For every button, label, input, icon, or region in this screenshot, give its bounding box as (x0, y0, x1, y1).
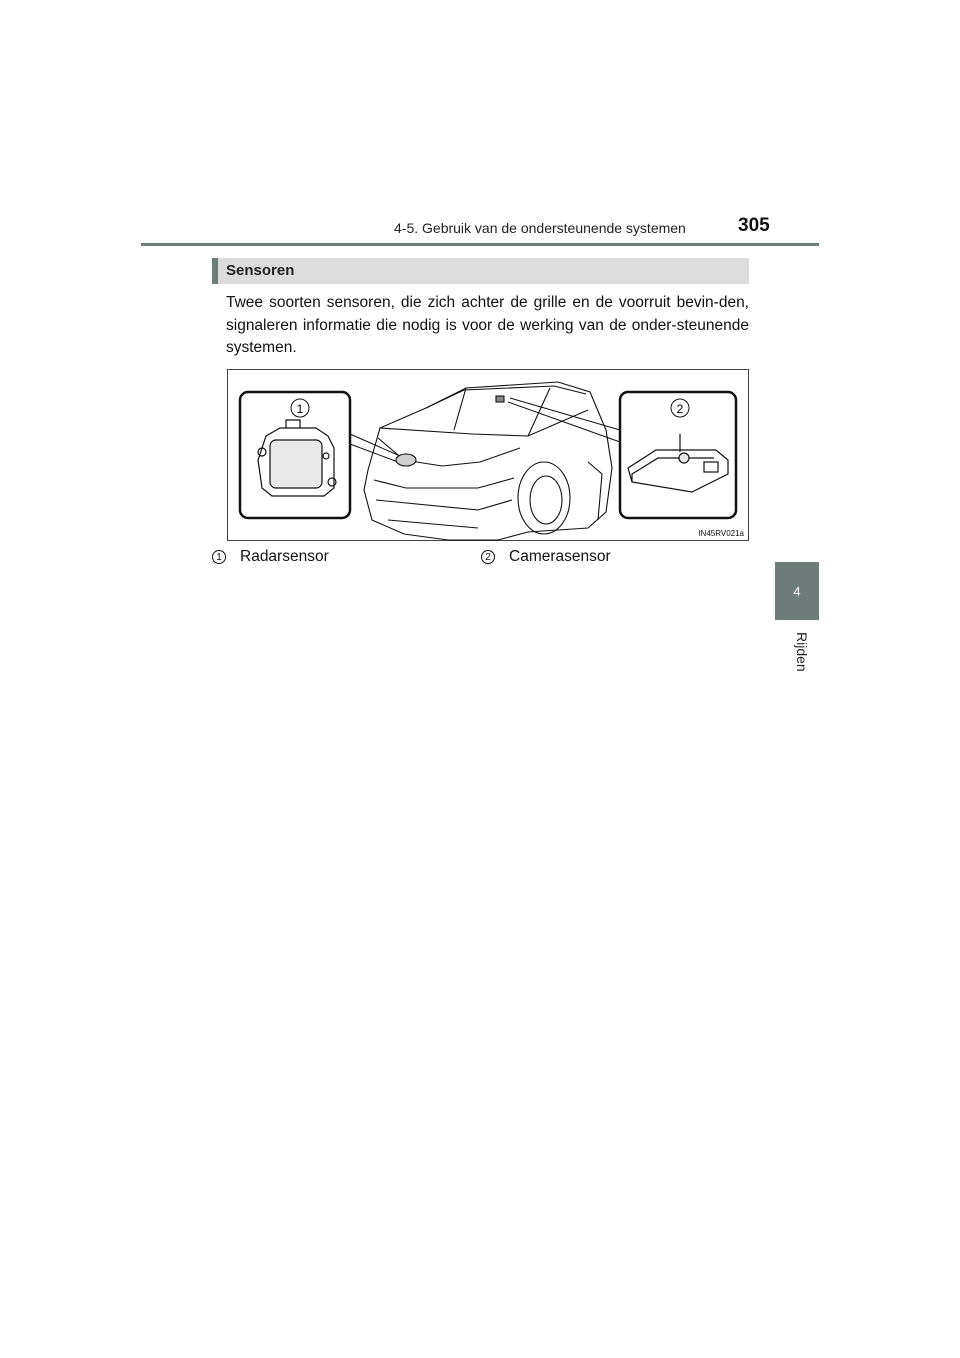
vehicle-illustration (364, 382, 612, 540)
chapter-tab-label: Rijden (794, 632, 810, 672)
header-rule (141, 243, 819, 246)
chapter-tab-number: 4 (793, 583, 801, 599)
callout-number-2: 2 (676, 402, 684, 416)
header-title: 4-5. Gebruik van de ondersteunende systemen (394, 220, 686, 236)
caption-number-2: 2 (481, 550, 495, 564)
chapter-tab[interactable] (775, 562, 819, 620)
caption-radar (212, 548, 329, 566)
callout-leader-lines (350, 398, 620, 462)
callout-number-1: 1 (296, 402, 304, 416)
sensor-figure (227, 369, 749, 541)
section-intro: Twee soorten sensoren, die zich achter de grille en de voorruit bevin-den, signaleren informatie die nodig is voor de werking van de onder-steunende systemen. (226, 294, 749, 356)
caption-number-1: 1 (212, 550, 226, 564)
figure-code: IN45RV021a (698, 529, 744, 538)
caption-label-2: Camerasensor (509, 548, 611, 565)
section-heading-accent (212, 258, 218, 284)
caption-camera (481, 548, 611, 566)
caption-label-1: Radarsensor (240, 548, 329, 565)
section-title: Sensoren (226, 262, 295, 279)
page-number: 305 (738, 215, 770, 236)
section-heading (212, 258, 749, 284)
